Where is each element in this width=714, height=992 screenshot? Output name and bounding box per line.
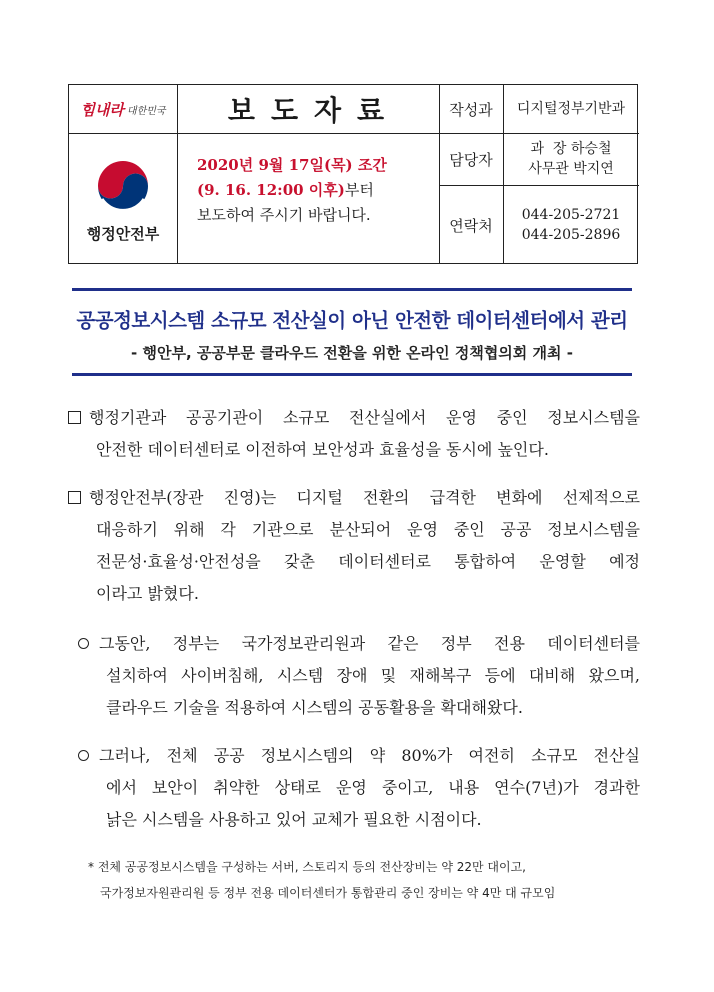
slogan-main: 힘내라 [80, 100, 124, 119]
phone-label: 연락처 [449, 216, 493, 235]
embargo-notice [177, 133, 439, 265]
paragraph-line [78, 740, 640, 772]
circle-bullet-icon [78, 750, 89, 761]
paragraph-4 [78, 740, 640, 836]
embargo-time-suffix: 부터 [344, 181, 374, 199]
slogan [69, 85, 177, 133]
footnote-line: 국가정보자원관리원 등 정부 전용 데이터센터가 통합관리 중인 장비는 약 4만 대 규모임 [100, 886, 556, 900]
paragraph-line: 이라고 밝혔다. [96, 584, 199, 603]
contact-person-value [503, 133, 639, 185]
headline-main: 공공정보시스템 소규모 전산실이 아닌 안전한 데이터센터에서 관리 [76, 309, 628, 332]
paragraph-line: 낡은 시스템을 사용하고 있어 교체가 필요한 시점이다. [106, 810, 482, 829]
paragraph-line: 안전한 데이터센터로 이전하여 보안성과 효율성을 동시에 높인다. [96, 440, 549, 459]
paragraph-2 [68, 482, 640, 610]
ministry-logo [69, 133, 177, 265]
embargo-instruction: 보도하여 주시기 바랍니다. [197, 206, 371, 224]
paragraph-line [78, 628, 640, 660]
line-text: 그러나, 전체 공공 정보시스템의 약 80%가 여전히 소규모 전산실 [99, 746, 640, 765]
press-header-table [68, 84, 638, 264]
checkbox-bullet-icon [68, 411, 81, 424]
contact-person-line: 과 장 하승철 [530, 141, 612, 157]
headline-top-rule [72, 288, 632, 291]
phone-line: 044-205-2896 [521, 227, 621, 243]
paragraph-line: 전문성·효율성·안전성을 갖춘 데이터센터로 통합하여 운영할 예정 [96, 552, 640, 571]
phone-value [503, 185, 639, 265]
paragraph-line [68, 482, 640, 514]
taegeuk-emblem-icon [92, 155, 154, 217]
line-text: 행정안전부(장관 진영)는 디지털 전환의 급격한 변화에 선제적으로 [89, 488, 640, 507]
author-dept-line: 디지털정부기반과 [516, 101, 626, 117]
contact-person-line: 사무관 박지연 [528, 161, 614, 177]
line-text: 그동안, 정부는 국가정보관리원과 같은 정부 전용 데이터센터를 [99, 634, 640, 653]
slogan-sub: 대한민국 [126, 105, 166, 117]
footnote [88, 854, 640, 906]
author-dept-value [503, 85, 639, 133]
author-dept-label: 작성과 [449, 100, 493, 119]
paragraph-line: 설치하여 사이버침해, 시스템 장애 및 재해복구 등에 대비해 왔으며, [106, 666, 640, 685]
checkbox-bullet-icon [68, 491, 81, 504]
paragraph-line: 대응하기 위해 각 기관으로 분산되어 운영 중인 공공 정보시스템을 [96, 520, 640, 539]
embargo-time: (9. 16. 12:00 이후) [197, 181, 345, 199]
paragraph-3 [78, 628, 640, 724]
paragraph-line [68, 402, 640, 434]
footnote-line: * 전체 공공정보시스템을 구성하는 서버, 스토리지 등의 전산장비는 약 22만 대이고, [88, 860, 526, 874]
ministry-name: 행정안전부 [86, 224, 160, 243]
line-text: 행정기관과 공공기관이 소규모 전산실에서 운영 중인 정보시스템을 [89, 408, 640, 427]
circle-bullet-icon [78, 638, 89, 649]
embargo-date: 2020년 9월 17일(목) 조간 [197, 156, 387, 174]
contact-person-label: 담당자 [449, 150, 493, 169]
headline-bottom-rule [72, 373, 632, 376]
paragraph-1 [68, 402, 640, 466]
page-title: 보도자료 [227, 94, 401, 127]
phone-line: 044-205-2721 [521, 207, 621, 223]
headline-sub: - 행안부, 공공부문 클라우드 전환을 위한 온라인 정책협의회 개최 - [131, 344, 573, 362]
paragraph-line: 에서 보안이 취약한 상태로 운영 중이고, 내용 연수(7년)가 경과한 [106, 778, 640, 797]
paragraph-line: 클라우드 기술을 적용하여 시스템의 공동활용을 확대해왔다. [106, 698, 523, 717]
